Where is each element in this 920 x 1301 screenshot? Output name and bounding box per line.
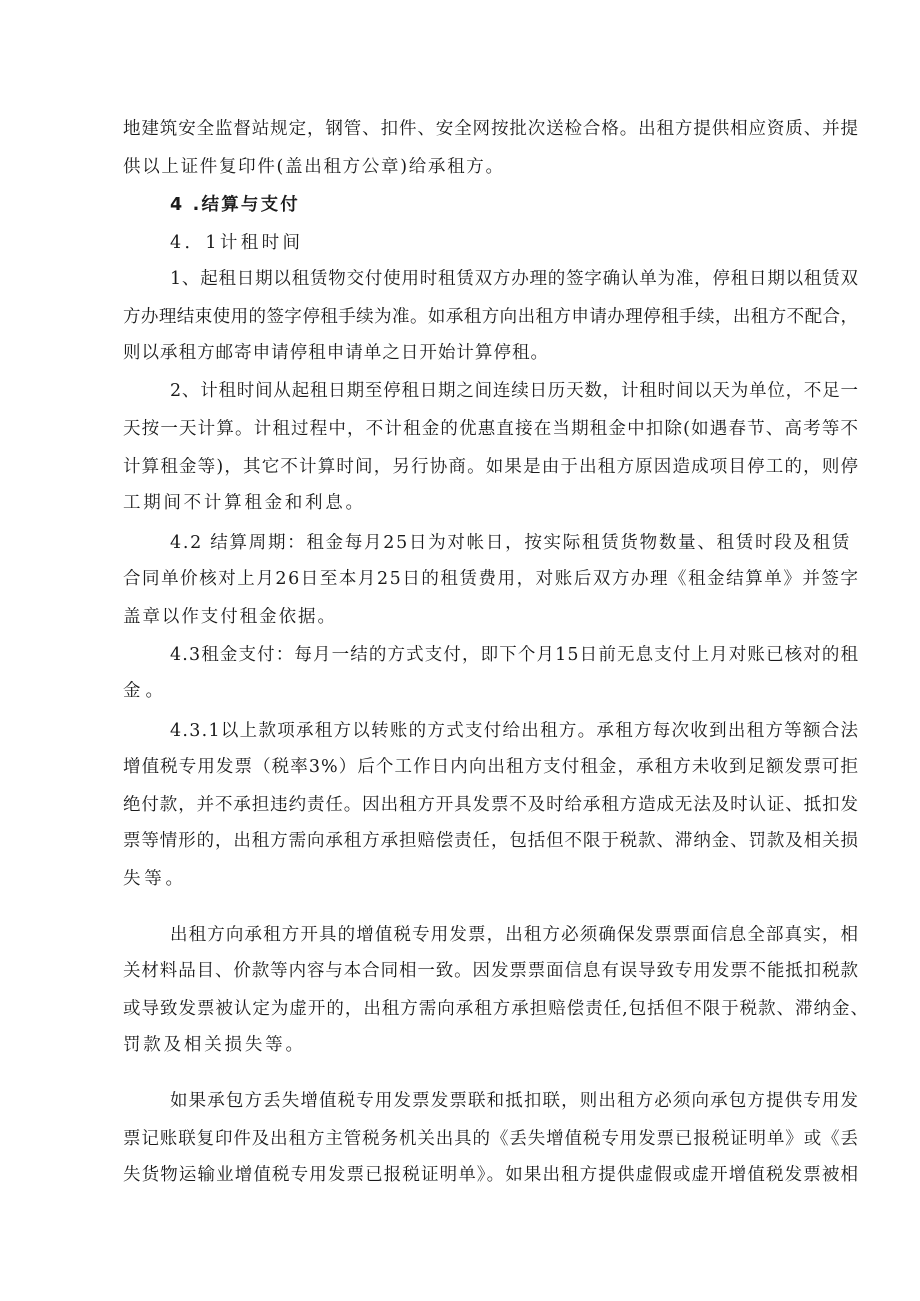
text-line: 失货物运输业增值税专用发票已报税证明单》。如果出租方提供虚假或虚开增值税发票被相 [123, 1165, 860, 1185]
text-line: 绝付款，并不承担违约责任。因出租方开具发票不及时给承租方造成无法及时认证、抵扣发 [123, 795, 859, 815]
text-line: 罚款及相关损失等。 [123, 1035, 306, 1055]
text-line: 盖章以作支付租金依据。 [123, 607, 337, 627]
text-line: 天按一天计算。计租过程中，不计租金的优惠直接在当期租金中扣除(如遇春节、高考等不 [123, 419, 860, 439]
text-line: 增值税专用发票（税率3%）后个工作日内向出租方支付租金，承租方未收到足额发票可拒 [123, 757, 860, 777]
text-line: 2、计租时间从起租日期至停租日期之间连续日历天数，计租时间以天为单位，不足一 [170, 381, 859, 401]
text-line: 计算租金等)，其它不计算时间，另行协商。如果是由于出租方原因造成项目停工的，则停 [123, 457, 860, 477]
text-line: 金。 [123, 681, 168, 701]
text-line: 合同单价核对上月26日至本月25日的租赁费用，对账后双方办理《租金结算单》并签字 [123, 569, 860, 589]
text-line: 供以上证件复印件(盖出租方公章)给承租方。 [123, 157, 505, 177]
section-heading: 4 .结算与支付 [170, 195, 300, 215]
text-line: 工期间不计算租金和利息。 [123, 493, 366, 513]
text-line: 地建筑安全监督站规定，钢管、扣件、安全网按批次送检合格。出租方提供相应资质、并提 [123, 119, 859, 139]
text-line: 出租方向承租方开具的增值税专用发票，出租方必须确保发票票面信息全部真实，相 [170, 925, 860, 945]
text-line: 关材料品目、价款等内容与本合同相一致。因发票票面信息有误导致专用发票不能抵扣税款 [123, 961, 859, 981]
text-line: 方办理结束使用的签字停租手续为准。如承租方向出租方申请办理停租手续，出租方不配合， [123, 307, 859, 327]
text-line: 则以承租方邮寄申请停租申请单之日开始计算停租。 [123, 343, 550, 363]
text-line: 4.2 结算周期：租金每月25日为对帐日，按实际租赁货物数量、租赁时段及租赁 [170, 533, 852, 553]
text-line: 或导致发票被认定为虚开的，出租方需向承租方承担赔偿责任,包括但不限于税款、滞纳金、 [123, 999, 869, 1019]
text-line: 票等情形的，出租方需向承租方承担赔偿责任，包括但不限于税款、滞纳金、罚款及相关损 [123, 831, 859, 851]
text-line: 失等。 [123, 869, 187, 889]
text-line: 4.3.1以上款项承租方以转账的方式支付给出租方。承租方每次收到出租方等额合法 [170, 721, 860, 741]
subsection-heading: 4．1计租时间 [170, 233, 304, 253]
text-line: 1、起租日期以租赁物交付使用时租赁双方办理的签字确认单为准，停租日期以租赁双 [170, 269, 859, 289]
text-line: 4.3租金支付：每月一结的方式支付，即下个月15日前无息支付上月对账已核对的租 [170, 645, 860, 665]
text-line: 票记账联复印件及出租方主管税务机关出具的《丢失增值税专用发票已报税证明单》或《丢 [123, 1129, 859, 1149]
text-line: 如果承包方丢失增值税专用发票发票联和抵扣联，则出租方必须向承包方提供专用发 [170, 1091, 860, 1111]
